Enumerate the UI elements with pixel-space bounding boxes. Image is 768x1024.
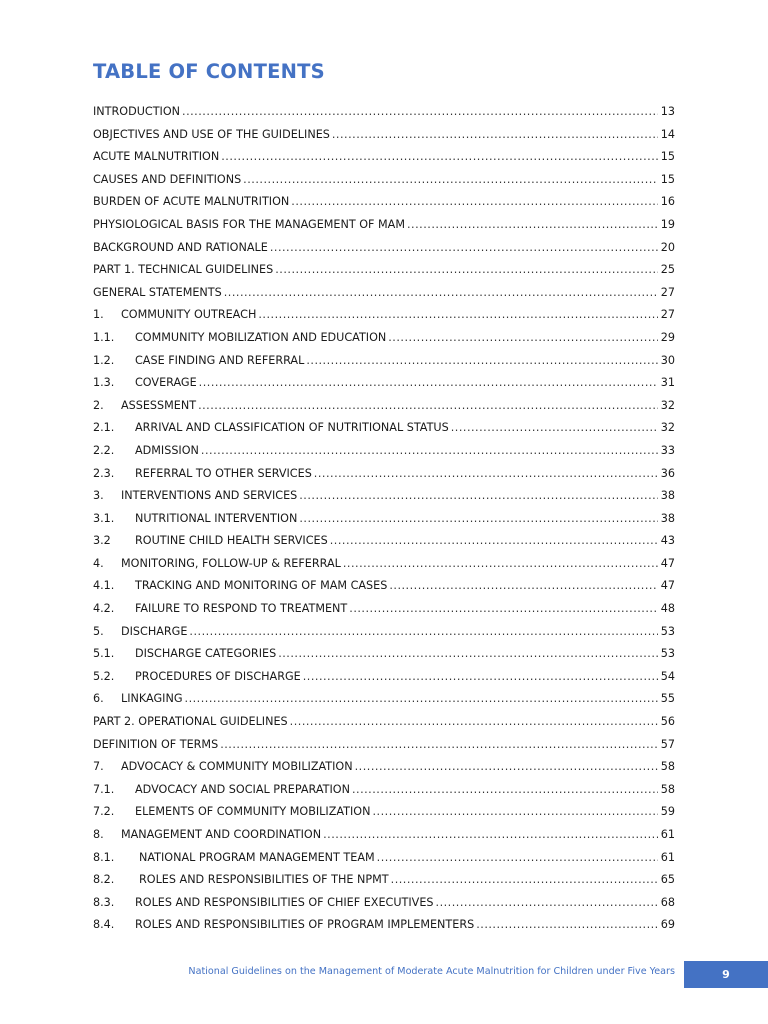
toc-entry-page: 27 bbox=[660, 308, 675, 322]
toc-entry-page: 57 bbox=[660, 737, 675, 751]
toc-entry[interactable] bbox=[93, 869, 675, 892]
toc-entry-page: 38 bbox=[660, 511, 675, 525]
toc-entry[interactable] bbox=[93, 688, 675, 711]
dot-leader bbox=[299, 485, 658, 508]
toc-entry[interactable] bbox=[93, 598, 675, 621]
toc-entry-number: 7.1. bbox=[93, 782, 115, 796]
toc-entry[interactable] bbox=[93, 372, 675, 395]
toc-entry-page: 27 bbox=[660, 285, 675, 299]
toc-entry-number: 2.1. bbox=[93, 421, 115, 435]
toc-entry[interactable] bbox=[93, 621, 675, 644]
toc-entry[interactable] bbox=[93, 914, 675, 937]
toc-entry-label: INTERVENTIONS AND SERVICES bbox=[121, 489, 298, 503]
toc-entry-label: LINKAGING bbox=[121, 692, 183, 706]
dot-leader bbox=[220, 734, 658, 757]
toc-entry-number: 4.1. bbox=[93, 579, 115, 593]
toc-entry[interactable] bbox=[93, 146, 675, 169]
dot-leader bbox=[476, 914, 658, 937]
page-number-box bbox=[684, 961, 768, 988]
table-of-contents bbox=[93, 101, 675, 937]
toc-entry-label: OBJECTIVES AND USE OF THE GUIDELINES bbox=[93, 127, 330, 141]
toc-entry-number: 8.2. bbox=[93, 873, 115, 887]
dot-leader bbox=[330, 530, 658, 553]
toc-entry-label: DISCHARGE CATEGORIES bbox=[135, 647, 277, 661]
toc-entry-label: NUTRITIONAL INTERVENTION bbox=[135, 511, 298, 525]
dot-leader bbox=[221, 146, 658, 169]
toc-entry-label: ROLES AND RESPONSIBILITIES OF THE NPMT bbox=[139, 873, 389, 887]
toc-entry-page: 61 bbox=[660, 850, 675, 864]
toc-entry-label: ACUTE MALNUTRITION bbox=[93, 150, 220, 164]
toc-entry-page: 15 bbox=[660, 172, 675, 186]
toc-entry-label: REFERRAL TO OTHER SERVICES bbox=[135, 466, 312, 480]
toc-entry-label: CAUSES AND DEFINITIONS bbox=[93, 172, 242, 186]
toc-entry-page: 13 bbox=[660, 105, 675, 118]
toc-entry-number: 5.1. bbox=[93, 647, 115, 661]
toc-entry[interactable] bbox=[93, 711, 675, 734]
toc-entry[interactable] bbox=[93, 440, 675, 463]
toc-entry[interactable] bbox=[93, 237, 675, 260]
dot-leader bbox=[201, 440, 658, 463]
toc-entry-page: 38 bbox=[660, 489, 675, 503]
toc-entry-number: 2.2. bbox=[93, 443, 115, 457]
toc-entry-page: 53 bbox=[660, 647, 675, 661]
toc-entry-label: PART 2. OPERATIONAL GUIDELINES bbox=[93, 715, 288, 729]
toc-entry-number: 7.2. bbox=[93, 805, 115, 819]
dot-leader bbox=[198, 395, 658, 418]
dot-leader bbox=[349, 598, 657, 621]
toc-entry-page: 43 bbox=[660, 534, 675, 548]
toc-entry-number: 3. bbox=[93, 489, 104, 503]
toc-entry-number: 1.3. bbox=[93, 376, 115, 390]
toc-entry[interactable] bbox=[93, 214, 675, 237]
toc-entry[interactable] bbox=[93, 124, 675, 147]
toc-entry-label: GENERAL STATEMENTS bbox=[93, 285, 222, 299]
toc-entry-number: 7. bbox=[93, 760, 104, 774]
dot-leader bbox=[278, 643, 658, 666]
toc-entry[interactable] bbox=[93, 643, 675, 666]
toc-entry-page: 30 bbox=[660, 353, 675, 367]
toc-entry-page: 32 bbox=[660, 421, 675, 435]
toc-entry-label: COVERAGE bbox=[135, 376, 197, 390]
dot-leader bbox=[389, 575, 657, 598]
toc-entry-label: MONITORING, FOLLOW-UP & REFERRAL bbox=[121, 556, 341, 570]
toc-entry-label: PROCEDURES OF DISCHARGE bbox=[135, 669, 301, 683]
toc-entry[interactable] bbox=[93, 779, 675, 802]
toc-entry-page: 16 bbox=[660, 195, 675, 209]
toc-entry[interactable] bbox=[93, 282, 675, 305]
toc-entry[interactable] bbox=[93, 169, 675, 192]
toc-entry-label: ROUTINE CHILD HEALTH SERVICES bbox=[135, 534, 328, 548]
toc-entry-number: 2. bbox=[93, 398, 104, 412]
toc-entry-number: 5.2. bbox=[93, 669, 115, 683]
dot-leader bbox=[391, 869, 658, 892]
dot-leader bbox=[290, 711, 658, 734]
toc-entry-number: 1. bbox=[93, 308, 104, 322]
dot-leader bbox=[388, 327, 658, 350]
toc-entry-page: 55 bbox=[660, 692, 675, 706]
dot-leader bbox=[377, 847, 658, 870]
toc-entry-page: 48 bbox=[660, 602, 675, 616]
toc-entry[interactable] bbox=[93, 485, 675, 508]
toc-entry-number: 2.3. bbox=[93, 466, 115, 480]
toc-entry-label: CASE FINDING AND REFERRAL bbox=[135, 353, 305, 367]
toc-entry[interactable] bbox=[93, 350, 675, 373]
toc-entry-label: ASSESSMENT bbox=[121, 398, 197, 412]
toc-entry-page: 58 bbox=[660, 760, 675, 774]
toc-entry-label: PHYSIOLOGICAL BASIS FOR THE MANAGEMENT OF MAM bbox=[93, 217, 405, 231]
toc-entry-label: ROLES AND RESPONSIBILITIES OF PROGRAM IMPLEMENTERS bbox=[135, 918, 475, 932]
toc-entry-page: 65 bbox=[660, 873, 675, 887]
toc-entry-number: 8. bbox=[93, 828, 104, 841]
toc-entry[interactable] bbox=[93, 666, 675, 689]
toc-entry[interactable] bbox=[93, 824, 675, 847]
toc-entry-number: 4. bbox=[93, 556, 104, 570]
toc-entry-page: 36 bbox=[660, 466, 675, 480]
toc-entry-number: 8.1. bbox=[93, 850, 115, 864]
toc-entry-label: COMMUNITY OUTREACH bbox=[121, 308, 257, 322]
toc-entry[interactable] bbox=[93, 530, 675, 553]
dot-leader bbox=[275, 259, 658, 282]
dot-leader bbox=[343, 553, 658, 576]
toc-entry-page: 33 bbox=[660, 443, 675, 457]
toc-entry[interactable] bbox=[93, 553, 675, 576]
dot-leader bbox=[436, 892, 658, 915]
dot-leader bbox=[407, 214, 658, 237]
toc-entry-label: ADVOCACY AND SOCIAL PREPARATION bbox=[135, 782, 350, 796]
toc-entry-label: BURDEN OF ACUTE MALNUTRITION bbox=[93, 195, 290, 209]
dot-leader bbox=[182, 101, 658, 124]
toc-entry-number: 8.4. bbox=[93, 918, 115, 932]
toc-entry[interactable] bbox=[93, 327, 675, 350]
footer-text: National Guidelines on the Management of Moderate Acute Malnutrition for Children under Five Years bbox=[188, 966, 675, 977]
toc-entry-page: 69 bbox=[660, 918, 675, 932]
toc-entry-page: 61 bbox=[660, 828, 675, 841]
toc-entry[interactable] bbox=[93, 734, 675, 757]
toc-entry-number: 3.2 bbox=[93, 534, 111, 548]
toc-entry[interactable] bbox=[93, 417, 675, 440]
toc-entry-label: MANAGEMENT AND COORDINATION bbox=[121, 828, 322, 841]
toc-entry-label: FAILURE TO RESPOND TO TREATMENT bbox=[135, 602, 348, 616]
toc-entry-label: ADMISSION bbox=[135, 443, 199, 457]
dot-leader bbox=[189, 621, 657, 644]
toc-entry-label: ROLES AND RESPONSIBILITIES OF CHIEF EXECUTIVES bbox=[135, 895, 434, 909]
toc-entry-label: INTRODUCTION bbox=[93, 105, 181, 118]
toc-entry-page: 47 bbox=[660, 556, 675, 570]
dot-leader bbox=[291, 191, 657, 214]
toc-entry-label: NATIONAL PROGRAM MANAGEMENT TEAM bbox=[139, 850, 375, 864]
toc-entry-page: 25 bbox=[660, 263, 675, 277]
toc-entry-label: DISCHARGE bbox=[121, 624, 188, 638]
page-title: TABLE OF CONTENTS bbox=[93, 60, 325, 83]
toc-entry-page: 68 bbox=[660, 895, 675, 909]
toc-entry-number: 1.1. bbox=[93, 330, 115, 344]
page-number: 9 bbox=[722, 968, 730, 981]
toc-entry-page: 56 bbox=[660, 715, 675, 729]
dot-leader bbox=[303, 666, 658, 689]
toc-entry-page: 14 bbox=[660, 127, 675, 141]
toc-entry-page: 19 bbox=[660, 217, 675, 231]
toc-entry[interactable] bbox=[93, 191, 675, 214]
toc-entry-page: 29 bbox=[660, 330, 675, 344]
toc-entry-label: DEFINITION OF TERMS bbox=[93, 737, 219, 751]
toc-entry-page: 31 bbox=[660, 376, 675, 390]
toc-entry-number: 8.3. bbox=[93, 895, 115, 909]
toc-entry-number: 5. bbox=[93, 624, 104, 638]
toc-entry[interactable] bbox=[93, 395, 675, 418]
toc-entry-label: COMMUNITY MOBILIZATION AND EDUCATION bbox=[135, 330, 387, 344]
toc-entry[interactable] bbox=[93, 259, 675, 282]
dot-leader bbox=[314, 463, 658, 486]
toc-entry[interactable] bbox=[93, 892, 675, 915]
toc-entry-page: 15 bbox=[660, 150, 675, 164]
dot-leader bbox=[372, 801, 657, 824]
toc-entry-page: 58 bbox=[660, 782, 675, 796]
toc-entry-page: 59 bbox=[660, 805, 675, 819]
toc-entry-label: ARRIVAL AND CLASSIFICATION OF NUTRITIONAL STATUS bbox=[135, 421, 449, 435]
toc-entry-label: TRACKING AND MONITORING OF MAM CASES bbox=[135, 579, 388, 593]
toc-entry-number: 3.1. bbox=[93, 511, 115, 525]
toc-entry[interactable] bbox=[93, 101, 675, 124]
toc-entry-label: ELEMENTS OF COMMUNITY MOBILIZATION bbox=[135, 805, 371, 819]
toc-entry[interactable] bbox=[93, 508, 675, 531]
toc-entry[interactable] bbox=[93, 575, 675, 598]
toc-entry-page: 20 bbox=[660, 240, 675, 254]
toc-entry[interactable] bbox=[93, 847, 675, 870]
dot-leader bbox=[258, 304, 657, 327]
toc-entry[interactable] bbox=[93, 463, 675, 486]
toc-entry-label: ADVOCACY & COMMUNITY MOBILIZATION bbox=[121, 760, 353, 774]
toc-entry-number: 4.2. bbox=[93, 602, 115, 616]
toc-entry-page: 54 bbox=[660, 669, 675, 683]
dot-leader bbox=[243, 169, 658, 192]
toc-entry-page: 47 bbox=[660, 579, 675, 593]
toc-entry-number: 6. bbox=[93, 692, 104, 706]
toc-entry-label: BACKGROUND AND RATIONALE bbox=[93, 240, 268, 254]
dot-leader bbox=[323, 824, 658, 847]
toc-entry-label: PART 1. TECHNICAL GUIDELINES bbox=[93, 263, 274, 277]
dot-leader bbox=[185, 688, 658, 711]
toc-entry[interactable] bbox=[93, 756, 675, 779]
dot-leader bbox=[199, 372, 658, 395]
dot-leader bbox=[355, 756, 658, 779]
dot-leader bbox=[306, 350, 657, 373]
toc-entry-page: 53 bbox=[660, 624, 675, 638]
dot-leader bbox=[352, 779, 658, 802]
toc-entry[interactable] bbox=[93, 304, 675, 327]
dot-leader bbox=[332, 124, 658, 147]
toc-entry-page: 32 bbox=[660, 398, 675, 412]
dot-leader bbox=[224, 282, 658, 305]
toc-entry-number: 1.2. bbox=[93, 353, 115, 367]
toc-entry[interactable] bbox=[93, 801, 675, 824]
dot-leader bbox=[299, 508, 657, 531]
dot-leader bbox=[451, 417, 658, 440]
dot-leader bbox=[270, 237, 658, 260]
